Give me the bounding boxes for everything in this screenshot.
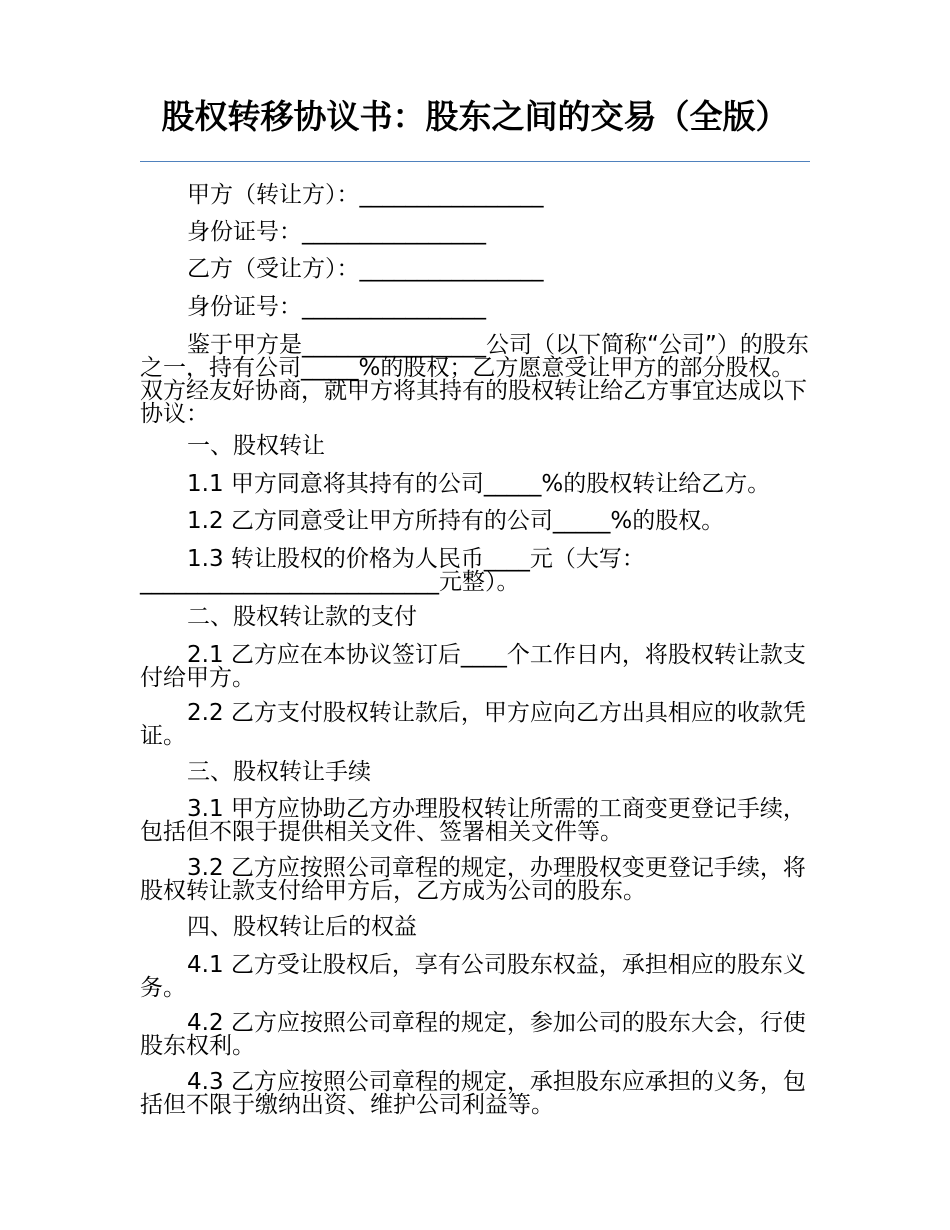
clause-2-1: 2.1 乙方应在本协议签订后____个工作日内，将股权转让款支付给甲方。	[140, 642, 806, 691]
clause-1-1: 1.1 甲方同意将其持有的公司_____%的股权转让给乙方。	[187, 471, 771, 497]
party-a-line: 甲方（转让方）：________________	[187, 182, 544, 208]
section-3-heading: 三、股权转让手续	[187, 759, 371, 785]
section-2-heading: 二、股权转让款的支付	[187, 604, 417, 630]
document-title: 股权转移协议书：股东之间的交易（全版）	[161, 97, 789, 136]
party-b-id-line: 身份证号：________________	[187, 294, 486, 320]
clause-3-1: 3.1 甲方应协助乙方办理股权转让所需的工商变更登记手续，包括但不限于提供相关文件、签署相关文件等。	[140, 796, 806, 845]
clause-1-3: 1.3 转让股权的价格为人民币____元（大写：__________________________元整）。	[140, 546, 645, 595]
section-1-heading: 一、股权转让	[187, 433, 325, 459]
clause-4-1: 4.1 乙方受让股权后，享有公司股东权益，承担相应的股东义务。	[140, 952, 806, 1001]
clause-4-3: 4.3 乙方应按照公司章程的规定，承担股东应承担的义务，包括但不限于缴纳出资、维护公司利益等。	[140, 1069, 806, 1118]
clause-4-2: 4.2 乙方应按照公司章程的规定，参加公司的股东大会，行使股东权利。	[140, 1010, 806, 1059]
section-4-heading: 四、股权转让后的权益	[187, 914, 417, 940]
preamble-paragraph: 鉴于甲方是________________公司（以下简称“公司”）的股东之一，持有公司_____%的股权；乙方愿意受让甲方的部分股权。双方经友好协商，就甲方将其持有的股权转让给乙方事宜达成以下协议：	[140, 332, 809, 427]
party-b-line: 乙方（受让方）：________________	[187, 256, 544, 282]
clause-3-2: 3.2 乙方应按照公司章程的规定，办理股权变更登记手续，将股权转让款支付给甲方后，乙方成为公司的股东。	[140, 855, 806, 904]
party-a-id-line: 身份证号：________________	[187, 219, 486, 245]
clause-1-2: 1.2 乙方同意受让甲方所持有的公司_____%的股权。	[187, 508, 725, 534]
clause-2-2: 2.2 乙方支付股权转让款后，甲方应向乙方出具相应的收款凭证。	[140, 700, 806, 749]
title-underline	[140, 161, 810, 162]
